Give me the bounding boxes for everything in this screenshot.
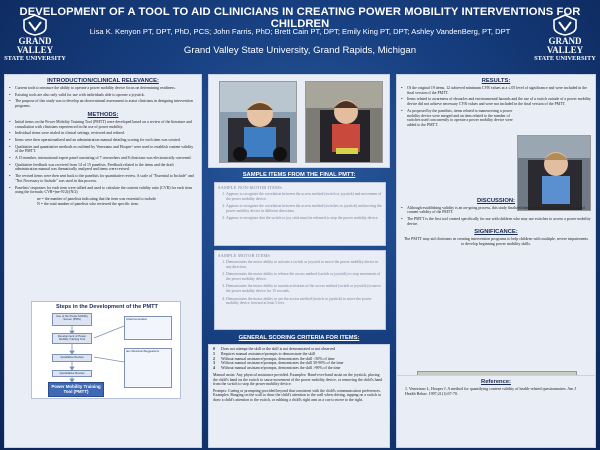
list-item: • Current tools to measure the ability to operate a power mobility device focus on determining readiness. bbox=[15, 86, 197, 91]
sample-items-heading: SAMPLE ITEMS FROM THE FINAL PMTT: bbox=[242, 172, 356, 178]
formula-definition: N = the total number of panelists who reviewed the specific item. bbox=[37, 201, 139, 206]
diagram-box: Quantitative Review bbox=[52, 370, 92, 377]
list-item: 3. Demonstrates the motor ability to sustain activation of the access method (switch or joystick) to move the power mobility device for 15 seconds. bbox=[226, 284, 382, 293]
diagram-box: Qualitative Review bbox=[52, 354, 92, 362]
prompts-definition: Prompts: Cueing or prompting provided beyond that consistent with the child's communication preferences. Examples: Banging on the wall to draw the child's attention to the wall when driving, tapping on a switch to draw a child's attention to the switch, or rubbing a child's right arm as a cue to move to the right. bbox=[213, 388, 382, 402]
non-motor-label: SAMPLE NON-MOTOR ITEMS bbox=[218, 185, 282, 190]
development-steps-diagram bbox=[31, 301, 181, 399]
score-level: 1 Requires manual assistance/prompts to demonstrate the skill bbox=[213, 351, 316, 356]
list-item: 2. Appears to recognize the correlation between the access method (switches or joystick) and moving the power mobility device in different directions. bbox=[226, 204, 382, 213]
university-logo-right: GRAND VALLEY STATE UNIVERSITY bbox=[532, 14, 598, 70]
significance-text: The PMTT may aid clinicians in creating intervention programs to help children with multiple, severe impairments to develop beginning power mobility skills. bbox=[403, 236, 589, 247]
motor-items-box bbox=[214, 250, 386, 330]
list-item: 4. Demonstrates the motor ability to use the access method (switch or joystick) to move the power mobility device forward at least 5 feet. bbox=[226, 297, 382, 306]
list-item: • As proposed by the panelists, items related to maneuvering a power mobility device were merged and an item related to the number of switches used concurrently to operate a power mobility device were added to the PMTT. bbox=[407, 109, 517, 128]
motor-label: SAMPLE MOTOR ITEMS bbox=[218, 253, 271, 258]
list-item: • Initial items on the Power Mobility Training Tool (PMTT) were developed based on a review of the literature and consultation with clinicians experienced in the use of power mobility. bbox=[15, 120, 197, 129]
significance-heading: SIGNIFICANCE: bbox=[474, 229, 518, 236]
list-item: • Items were then operationalized and an administration manual detailing scoring for each item was created. bbox=[15, 138, 197, 143]
poster-authors: Lisa K. Kenyon PT, DPT, PhD, PCS; John Farris, PhD; Brett Cain PT, DPT; Emily King PT, DPT; Ashley VandenBerg, PT, DPT bbox=[89, 27, 511, 36]
list-item: • The PMTT is the first tool created specifically for use with children who may use switches to access a power mobility device. bbox=[407, 217, 591, 226]
results-heading: RESULTS: bbox=[481, 78, 511, 84]
list-item: • The revised items were then sent back to the panelists for quantitative review. A scale of "Essential to Include" and "Not Necessary to Include" was used in this process. bbox=[15, 174, 197, 183]
manual-assist-definition: Manual assist: Any physical assistance provided. Examples: Hand-over-hand assist on the joystick, placing the child's hand on the switch to cause movement of the power mobility device, or removing the child's hand from the switch to stop the power mobility device. bbox=[213, 372, 383, 387]
list-item: • Qualitative and quantitative methods as outlined by Veneziano and Hooper¹ were used to establish content validity of the PMTT. bbox=[15, 145, 197, 154]
list-item: 2. Demonstrates the motor ability to release the access method (switch or joystick) to stop movement of the power mobility device. bbox=[226, 272, 382, 281]
discussion-heading: DISCUSSION: bbox=[476, 197, 515, 204]
poster-header bbox=[0, 0, 600, 70]
non-motor-list bbox=[218, 192, 382, 221]
list-item: • The purpose of this study was to develop an observational assessment to assist clinicians in designing intervention programs. bbox=[15, 99, 197, 108]
reference-heading: Reference: bbox=[481, 379, 511, 385]
discussion-list bbox=[397, 206, 595, 227]
intro-heading: INTRODUCTION/CLINICAL RELEVANCE: bbox=[47, 78, 159, 84]
scoring-criteria-box bbox=[208, 344, 390, 448]
reference-text: 1. Veneziano L, Hooper J. A method for quantifying content validity of health-related questionnaires. Am J Health Behav. 1997;21(1):67-70. bbox=[405, 386, 576, 396]
poster-title: DEVELOPMENT OF A TOOL TO AID CLINICIANS IN CREATING POWER MOBILITY INTERVENTIONS FOR CHILDREN bbox=[19, 6, 581, 30]
diagram-box: Use of the Power Mobility Screen (PMS) bbox=[52, 313, 92, 326]
motor-list bbox=[218, 260, 382, 306]
list-item: • Items related to awareness of obstacles and environmental hazards and the use of a switch outside of a power mobility device did not achieve necessary CVR values and were not included in the final version of the PMTT. bbox=[407, 97, 591, 106]
diagram-final-box: Power Mobility Training Tool (PMTT) bbox=[48, 382, 104, 397]
list-item: 1. Demonstrates the motor ability to activate a switch or joystick to move the power mobility device in any direction. bbox=[226, 260, 382, 269]
score-level: 2 Without manual assistance/prompts, demonstrates the skill <50% of time bbox=[213, 356, 335, 361]
list-item: • Although establishing validity is an on-going process, this study finalized item selection and established the initial content validity of the PMTT. bbox=[407, 206, 591, 215]
diagram-side-box: Initial Generation bbox=[124, 316, 172, 340]
non-motor-items-box bbox=[214, 182, 386, 246]
score-level: 4 Without manual assistance/prompts, demonstrates the skill >90% of the time bbox=[213, 366, 341, 371]
left-column bbox=[4, 74, 202, 448]
photo-strip bbox=[208, 74, 390, 168]
scoring-heading: GENERAL SCORING CRITERIA FOR ITEMS: bbox=[238, 335, 360, 341]
poster-affiliation: Grand Valley State University, Grand Rapids, Michigan bbox=[183, 45, 417, 56]
score-level: 3 Without manual assistance/prompts, demonstrates the skill 50-90% of the time bbox=[213, 361, 344, 366]
list-item: • Qualitative feedback was received from 14 of 15 panelists. Feedback related to the items and the draft administration manual was thematically analyzed and items were revised. bbox=[15, 163, 197, 172]
list-item: 3. Appears to recognize that the switch or joy stick must be released to stop the power mobility device. bbox=[226, 216, 382, 221]
university-logo-left: GRAND VALLEY STATE UNIVERSITY bbox=[2, 14, 68, 70]
laker-emblem-icon bbox=[22, 14, 48, 36]
intro-list bbox=[5, 86, 201, 109]
child-power-chair-photo bbox=[219, 81, 297, 163]
list-item: • A 15 member, international expert panel consisting of 7 researchers and 8 clinicians was electronically convened. bbox=[15, 156, 197, 161]
child-in-chair-photo bbox=[517, 135, 591, 211]
results-list bbox=[397, 86, 595, 128]
child-switch-photo bbox=[305, 81, 383, 163]
list-item: • Of the original 19 items, 12 achieved minimum CVR values at a ≤.05 level of significance and were included in the final version of the PMTT. bbox=[407, 86, 591, 95]
list-item: 1. Appears to recognize the correlation between the access method (switch or joystick) and movement of the power mobility device. bbox=[226, 192, 382, 201]
list-item: • Panelists' responses for each item were tallied and used to calculate the content validity ratio (CVR) for each item using the formula: CVR=(ne-N/2)/(N/2) bbox=[15, 186, 197, 195]
methods-list bbox=[5, 120, 201, 195]
reference-box bbox=[396, 375, 596, 448]
list-item: • Individual items were trialed in clinical settings, reviewed and refined. bbox=[15, 131, 197, 136]
diagram-side-box: Item Revision/Suggestions bbox=[124, 348, 172, 388]
diagram-box: Development of Power Mobility Training Tool bbox=[52, 333, 92, 344]
laker-emblem-icon bbox=[552, 14, 578, 36]
formula-definition: ne = the number of panelists indicating that the item was essential to include bbox=[37, 196, 156, 201]
score-level: 0 Does not attempt the skill or the skill is not demonstrated or not observed bbox=[213, 347, 336, 351]
diagram-title: Steps in the Development of the PMTT bbox=[56, 304, 158, 310]
list-item: • Existing tools are also only valid for use with individuals able to operate a joystick. bbox=[15, 93, 197, 98]
methods-heading: METHODS: bbox=[87, 111, 119, 118]
